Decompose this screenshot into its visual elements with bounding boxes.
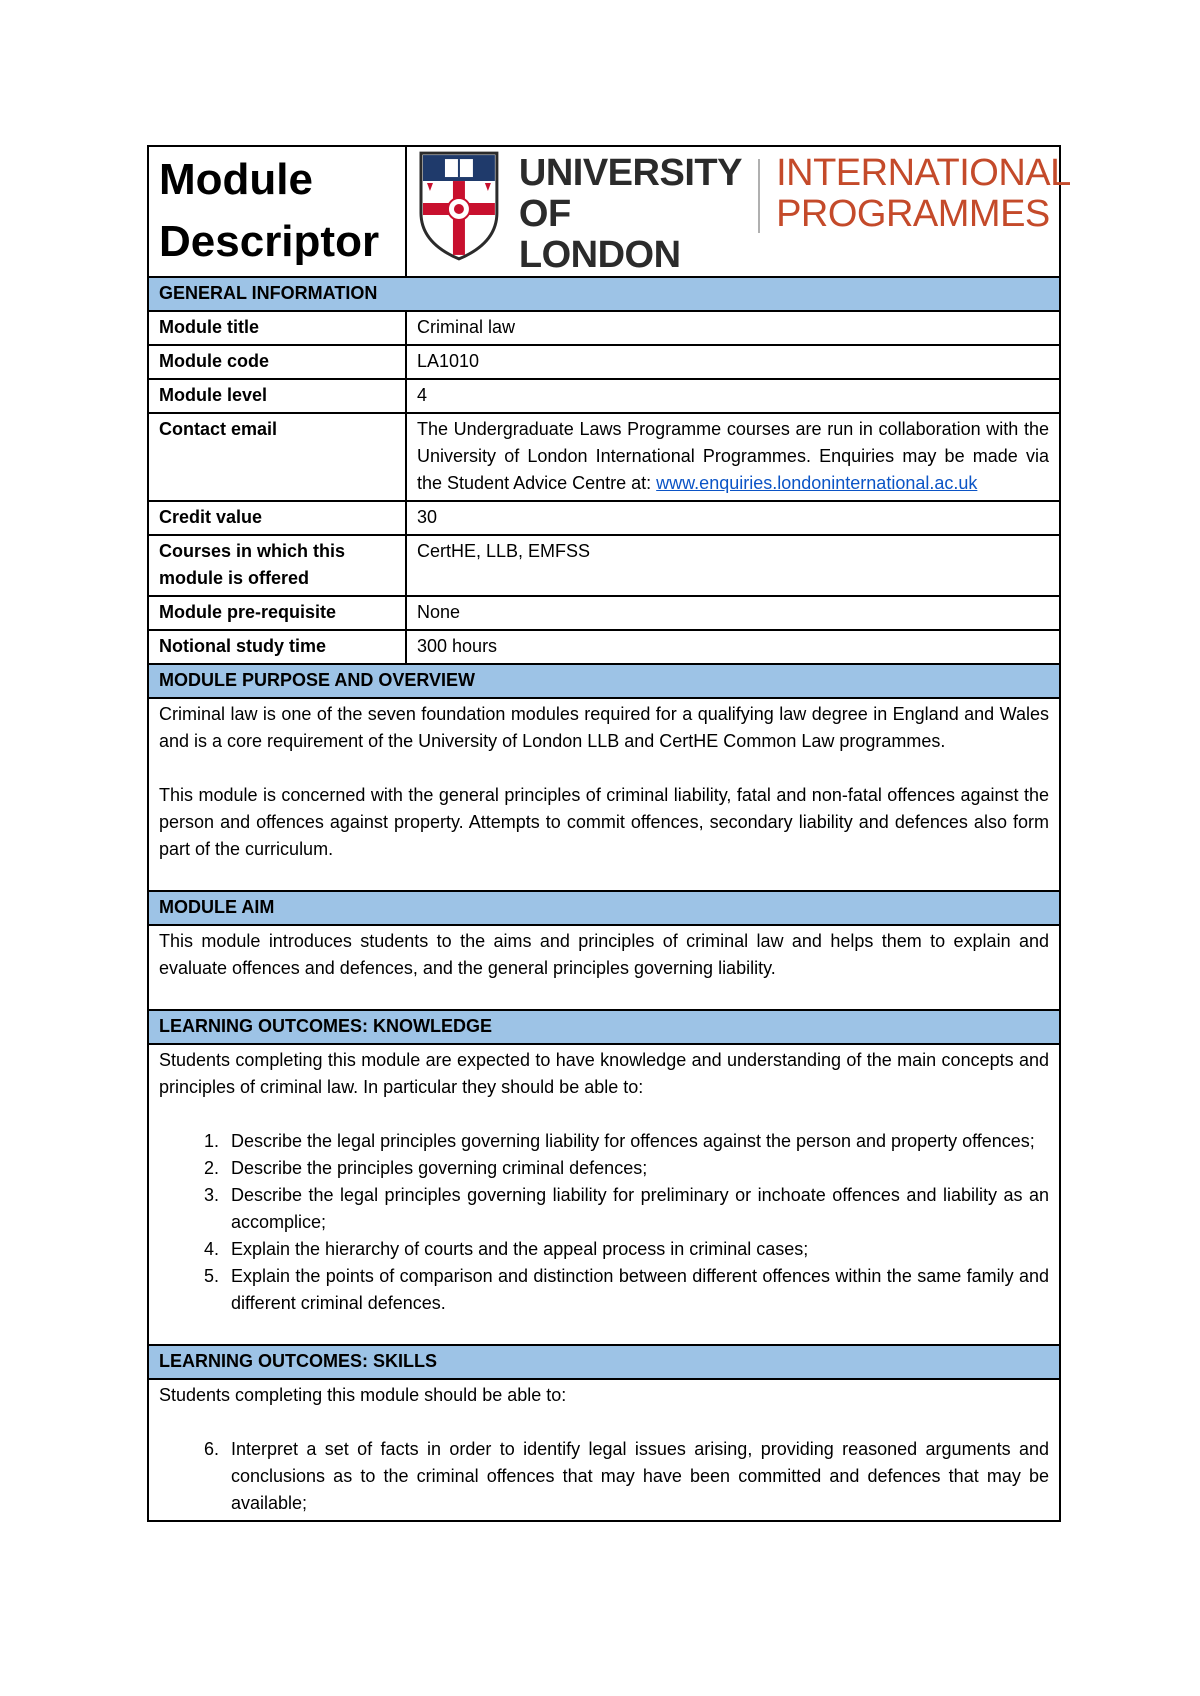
info-row (148, 311, 1060, 345)
list-text: Explain the points of comparison and distinction between different offences within the same family and different criminal defences. (231, 1266, 1049, 1313)
programmes-line2: PROGRAMMES (776, 193, 1050, 235)
info-row (148, 630, 1060, 664)
list-number: 4. (203, 1239, 219, 1259)
contact-value (406, 413, 1060, 501)
knowledge-intro: Students completing this module are expected to have knowledge and understanding of the main concepts and principles of criminal law. In particular they should be able to: (159, 1050, 1049, 1097)
enquiries-link[interactable]: www.enquiries.londoninternational.ac.uk (656, 473, 978, 493)
aim-body: This module introduces students to the aims and principles of criminal law and helps them to explain and evaluate offences and defences, and the general principles governing liability. (148, 925, 1060, 1010)
list-number: 5. (203, 1266, 219, 1286)
info-value: LA1010 (406, 345, 1060, 379)
title-row (148, 146, 1060, 277)
section-header-purpose (148, 664, 1060, 698)
skills-body (148, 1379, 1060, 1521)
list-text: Describe the legal principles governing liability for preliminary or inchoate offences and liability as an accomplice; (231, 1185, 1049, 1232)
list-item (159, 1236, 1049, 1263)
info-value: CertHE, LLB, EMFSS (406, 535, 1060, 596)
university-name (519, 153, 742, 276)
info-value: 300 hours (406, 630, 1060, 664)
title-cell (148, 146, 406, 277)
programmes-name (776, 153, 1071, 235)
skills-outcomes-list (159, 1436, 1049, 1517)
info-label: Module pre-requisite (148, 596, 406, 630)
section-header-general (148, 277, 1060, 311)
section-heading: LEARNING OUTCOMES: SKILLS (148, 1345, 1060, 1379)
info-label: Module title (148, 311, 406, 345)
info-value: None (406, 596, 1060, 630)
info-label: Courses in which this module is offered (148, 535, 406, 596)
contact-text: The Undergraduate Laws Programme courses are run in collaboration with the University of London International Programmes. Enquiries may be made via the Student Advice Centre at: (417, 419, 1049, 493)
purpose-paragraph: Criminal law is one of the seven foundation modules required for a qualifying law degree in England and Wales and is a core requirement of the University of London LLB and CertHE Common Law programmes. (159, 704, 1049, 751)
info-label: Module level (148, 379, 406, 413)
list-item (159, 1128, 1049, 1155)
knowledge-body (148, 1044, 1060, 1345)
purpose-row (148, 698, 1060, 891)
section-header-knowledge (148, 1010, 1060, 1044)
skills-intro: Students completing this module should be able to: (159, 1385, 567, 1405)
list-item (159, 1155, 1049, 1182)
list-number: 3. (203, 1185, 219, 1205)
info-row (148, 379, 1060, 413)
university-line2: OF LONDON (518, 193, 681, 276)
list-number: 6. (203, 1439, 219, 1459)
list-item (159, 1263, 1049, 1317)
logo-divider (758, 159, 760, 233)
info-value: 4 (406, 379, 1060, 413)
aim-row (148, 925, 1060, 1010)
university-logo (419, 151, 1071, 276)
page-title-line1: Module (159, 155, 313, 204)
purpose-paragraph: This module is concerned with the general principles of criminal liability, fatal and non-fatal offences against the person and offences against property. Attempts to commit offences, secondary liability and defences also form part of the curriculum. (159, 785, 1049, 859)
section-header-aim (148, 891, 1060, 925)
logo-cell (406, 146, 1071, 277)
page-title-line2: Descriptor (159, 217, 380, 266)
list-text: Explain the hierarchy of courts and the appeal process in criminal cases; (231, 1239, 809, 1259)
knowledge-outcomes-list (159, 1128, 1049, 1317)
section-heading: GENERAL INFORMATION (148, 277, 1060, 311)
list-number: 1. (203, 1131, 219, 1151)
section-heading: MODULE AIM (148, 891, 1060, 925)
university-line1: UNIVERSITY (518, 152, 742, 194)
list-text: Interpret a set of facts in order to identify legal issues arising, providing reasoned arguments and conclusions as to the criminal offences that may have been committed and defences that may be available; (231, 1439, 1049, 1513)
module-descriptor-page (147, 145, 1071, 1522)
info-value: 30 (406, 501, 1060, 535)
list-item (159, 1182, 1049, 1236)
info-row (148, 345, 1060, 379)
info-value: Criminal law (406, 311, 1060, 345)
list-text: Describe the legal principles governing liability for offences against the person and property offences; (231, 1131, 1035, 1151)
section-heading: MODULE PURPOSE AND OVERVIEW (148, 664, 1060, 698)
skills-row (148, 1379, 1060, 1521)
info-row (148, 535, 1060, 596)
programmes-line1: INTERNATIONAL (776, 152, 1071, 194)
info-label: Module code (148, 345, 406, 379)
info-row-contact (148, 413, 1060, 501)
list-number: 2. (203, 1158, 219, 1178)
section-heading: LEARNING OUTCOMES: KNOWLEDGE (148, 1010, 1060, 1044)
info-label: Contact email (148, 413, 406, 501)
list-item (159, 1436, 1049, 1517)
info-row (148, 596, 1060, 630)
info-label: Notional study time (148, 630, 406, 664)
knowledge-row (148, 1044, 1060, 1345)
info-label: Credit value (148, 501, 406, 535)
module-descriptor-table (147, 145, 1071, 1522)
purpose-body (148, 698, 1060, 891)
section-header-skills (148, 1345, 1060, 1379)
university-crest-icon (419, 151, 499, 261)
info-row (148, 501, 1060, 535)
list-text: Describe the principles governing criminal defences; (231, 1158, 648, 1178)
